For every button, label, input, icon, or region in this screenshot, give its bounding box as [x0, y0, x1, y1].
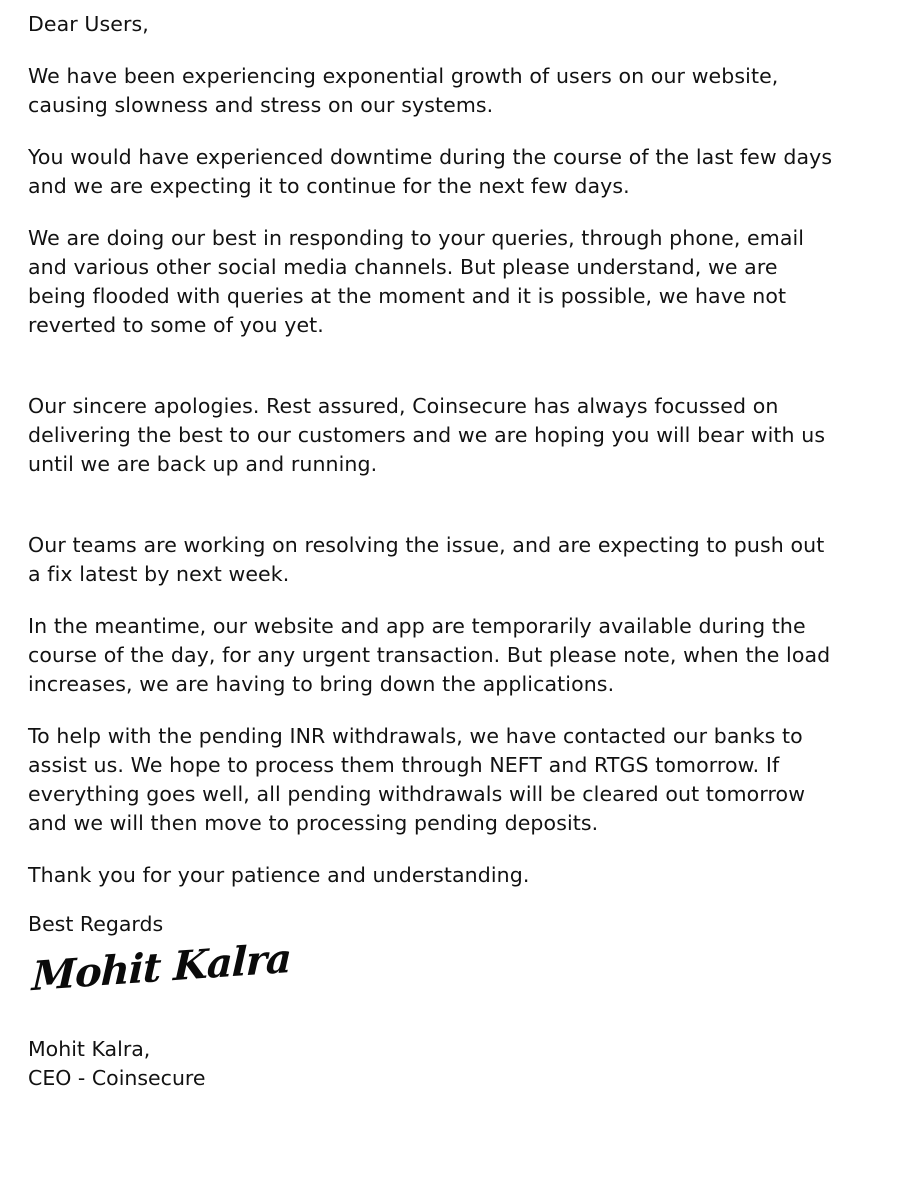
signer-name: Mohit Kalra,	[28, 1037, 151, 1061]
paragraph-7: To help with the pending INR withdrawals, we have contacted our banks to assist us. We hope to process them through NEFT and RTGS tomorrow. If everything goes well, all pending withdrawals will be cleared out tomorrow and we will then move to processing pending deposits.	[28, 724, 806, 835]
handwritten-signature: Mohit Kalra	[31, 934, 292, 1001]
signer-title: CEO - Coinsecure	[28, 1066, 206, 1090]
paragraph-4: Our sincere apologies. Rest assured, Coinsecure has always focussed on delivering the best to our customers and we are hoping you will bear with us until we are back up and running.	[28, 394, 826, 476]
paragraph-1: We have been experiencing exponential growth of users on our website, causing slowness and stress on our systems.	[28, 64, 779, 117]
salutation: Dear Users,	[28, 12, 149, 36]
signature-block	[28, 934, 840, 1035]
paragraph-2: You would have experienced downtime during the course of the last few days and we are expecting it to continue for the next few days.	[28, 145, 833, 198]
paragraph-8: Thank you for your patience and understanding.	[28, 863, 530, 887]
paragraph-6: In the meantime, our website and app are temporarily available during the course of the day, for any urgent transaction. But please note, when the load increases, we are having to bring down the applications.	[28, 614, 831, 696]
paragraph-3: We are doing our best in responding to your queries, through phone, email and various other social media channels. But please understand, we are being flooded with queries at the moment and it is possible, we have not reverted to some of you yet.	[28, 226, 805, 337]
closing: Best Regards	[28, 912, 164, 936]
paragraph-5: Our teams are working on resolving the issue, and are expecting to push out a fix latest by next week.	[28, 533, 825, 586]
